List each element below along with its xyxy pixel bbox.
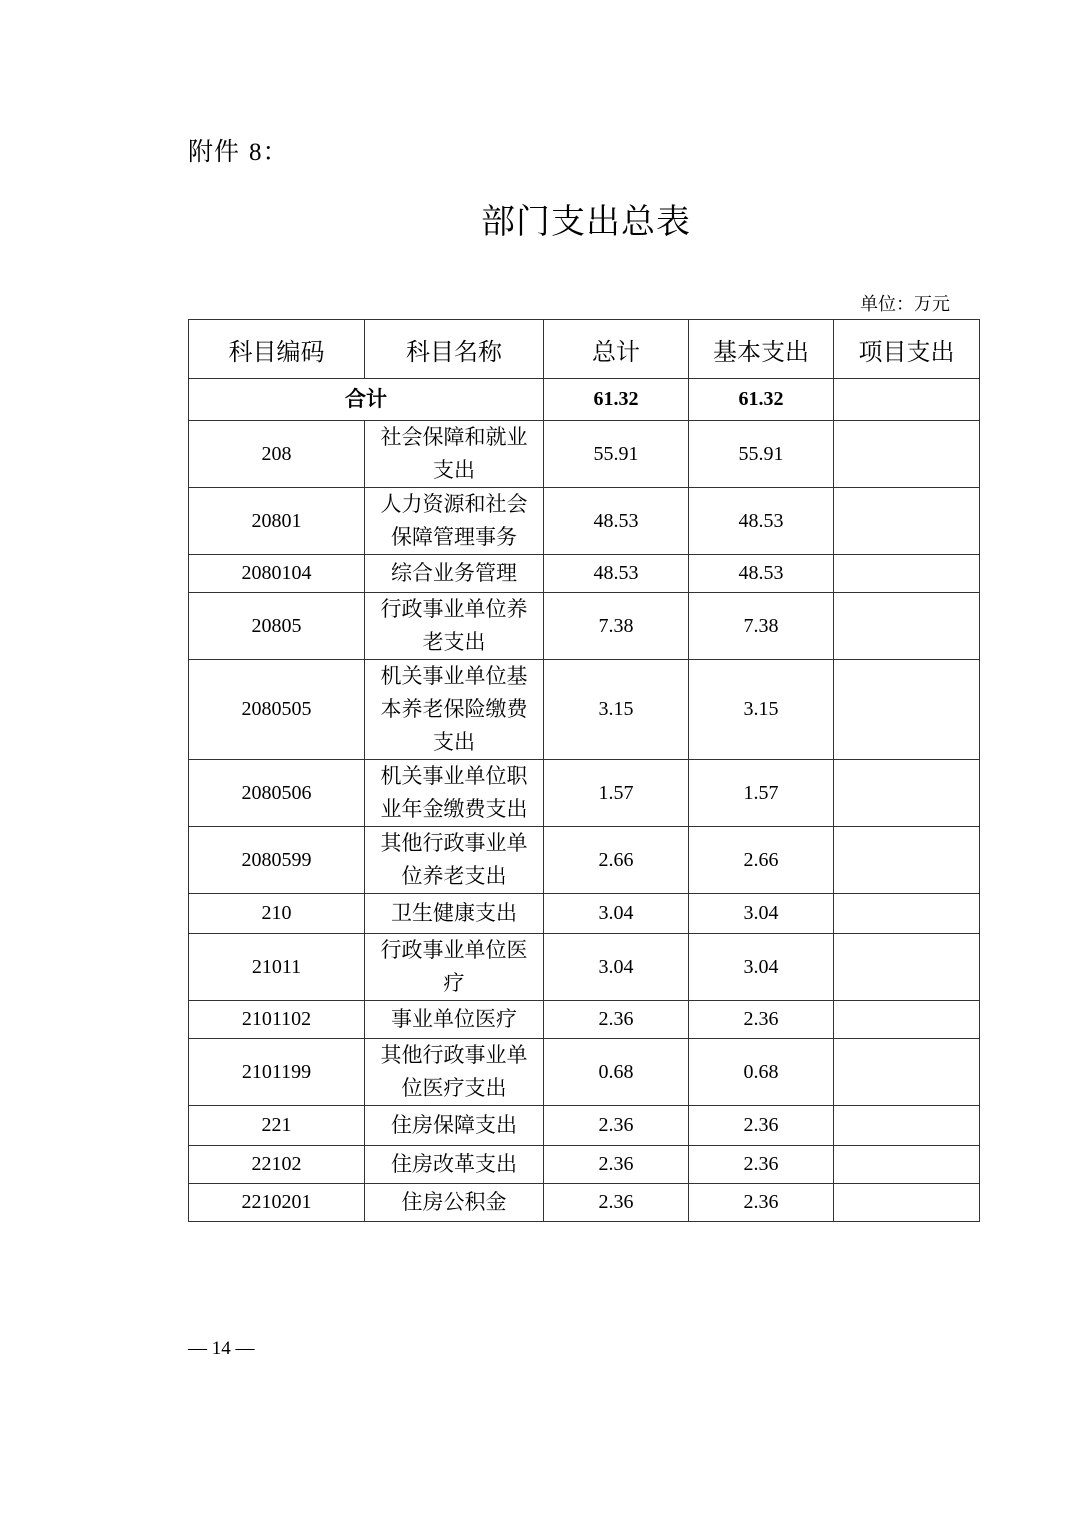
table-row [189, 488, 980, 555]
row-basic: 2.36 [689, 1001, 834, 1039]
table-row [189, 827, 980, 894]
attachment-text: 附件 [188, 137, 241, 166]
row-name: 综合业务管理 [365, 555, 544, 593]
row-basic: 48.53 [689, 555, 834, 593]
attachment-label [188, 132, 288, 168]
table-row [189, 593, 980, 660]
table-row [189, 1039, 980, 1106]
row-name: 住房改革支出 [365, 1146, 544, 1184]
row-basic: 48.53 [689, 488, 834, 555]
row-code: 20801 [189, 488, 365, 555]
row-basic: 7.38 [689, 593, 834, 660]
row-code: 2210201 [189, 1184, 365, 1222]
table-row [189, 1184, 980, 1222]
row-project [834, 660, 980, 760]
header-total: 总计 [544, 320, 689, 379]
total-basic: 61.32 [689, 379, 834, 421]
row-total: 2.36 [544, 1001, 689, 1039]
row-basic: 1.57 [689, 760, 834, 827]
row-code: 208 [189, 421, 365, 488]
row-code: 2080104 [189, 555, 365, 593]
row-project [834, 421, 980, 488]
attachment-number: 8 [248, 139, 263, 166]
row-name: 人力资源和社会保障管理事务 [365, 488, 544, 555]
attachment-colon: ： [262, 137, 289, 166]
row-total: 2.36 [544, 1184, 689, 1222]
row-total: 3.04 [544, 934, 689, 1001]
row-total: 0.68 [544, 1039, 689, 1106]
row-basic: 0.68 [689, 1039, 834, 1106]
table-row [189, 1001, 980, 1039]
row-code: 22102 [189, 1146, 365, 1184]
header-name: 科目名称 [365, 320, 544, 379]
row-name: 其他行政事业单位养老支出 [365, 827, 544, 894]
total-project [834, 379, 980, 421]
row-total: 1.57 [544, 760, 689, 827]
header-project: 项目支出 [834, 320, 980, 379]
row-code: 2080506 [189, 760, 365, 827]
total-total: 61.32 [544, 379, 689, 421]
row-name: 住房保障支出 [365, 1106, 544, 1146]
row-total: 48.53 [544, 555, 689, 593]
row-project [834, 1106, 980, 1146]
total-row [189, 379, 980, 421]
table-row [189, 1106, 980, 1146]
row-code: 20805 [189, 593, 365, 660]
row-total: 3.15 [544, 660, 689, 760]
row-project [834, 1039, 980, 1106]
row-project [834, 827, 980, 894]
table-row [189, 421, 980, 488]
row-name: 住房公积金 [365, 1184, 544, 1222]
table-row [189, 1146, 980, 1184]
row-name: 机关事业单位基本养老保险缴费支出 [365, 660, 544, 760]
row-basic: 2.36 [689, 1184, 834, 1222]
row-name: 其他行政事业单位医疗支出 [365, 1039, 544, 1106]
row-total: 2.66 [544, 827, 689, 894]
row-project [834, 760, 980, 827]
row-total: 55.91 [544, 421, 689, 488]
header-basic: 基本支出 [689, 320, 834, 379]
table-row [189, 555, 980, 593]
row-name: 社会保障和就业支出 [365, 421, 544, 488]
row-basic: 3.04 [689, 894, 834, 934]
row-basic: 2.36 [689, 1146, 834, 1184]
unit-label: 单位：万元 [860, 294, 950, 315]
row-total: 7.38 [544, 593, 689, 660]
row-project [834, 934, 980, 1001]
table-header-row [189, 320, 980, 379]
row-project [834, 555, 980, 593]
row-basic: 3.15 [689, 660, 834, 760]
row-project [834, 1184, 980, 1222]
row-total: 3.04 [544, 894, 689, 934]
row-name: 卫生健康支出 [365, 894, 544, 934]
row-project [834, 1146, 980, 1184]
row-name: 机关事业单位职业年金缴费支出 [365, 760, 544, 827]
row-project [834, 593, 980, 660]
row-name: 行政事业单位医疗 [365, 934, 544, 1001]
row-basic: 2.36 [689, 1106, 834, 1146]
table-row [189, 934, 980, 1001]
total-label: 合计 [189, 379, 544, 421]
row-basic: 2.66 [689, 827, 834, 894]
table-row [189, 660, 980, 760]
row-code: 2080505 [189, 660, 365, 760]
page-number: — 14 — [188, 1338, 255, 1359]
row-name: 行政事业单位养老支出 [365, 593, 544, 660]
row-basic: 3.04 [689, 934, 834, 1001]
row-code: 2080599 [189, 827, 365, 894]
row-project [834, 488, 980, 555]
row-code: 2101102 [189, 1001, 365, 1039]
table-row [189, 894, 980, 934]
table-row [189, 760, 980, 827]
row-total: 48.53 [544, 488, 689, 555]
row-project [834, 1001, 980, 1039]
header-code: 科目编码 [189, 320, 365, 379]
row-project [834, 894, 980, 934]
expenditure-table [188, 319, 980, 1222]
row-total: 2.36 [544, 1106, 689, 1146]
row-total: 2.36 [544, 1146, 689, 1184]
row-basic: 55.91 [689, 421, 834, 488]
row-name: 事业单位医疗 [365, 1001, 544, 1039]
row-code: 221 [189, 1106, 365, 1146]
row-code: 2101199 [189, 1039, 365, 1106]
row-code: 210 [189, 894, 365, 934]
page-title: 部门支出总表 [481, 202, 691, 242]
row-code: 21011 [189, 934, 365, 1001]
